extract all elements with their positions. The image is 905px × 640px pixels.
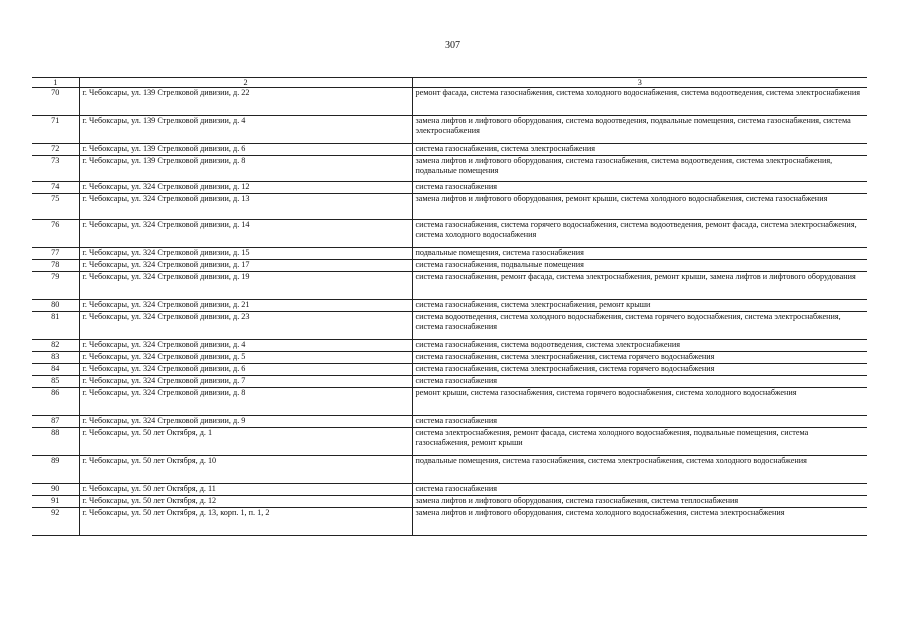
table-row xyxy=(32,116,867,144)
row-number: 73 xyxy=(32,156,79,182)
row-works: подвальные помещения, система газоснабжения, система электроснабжения, система холодного водоснабжения xyxy=(412,456,867,484)
row-address: г. Чебоксары, ул. 324 Стрелковой дивизии, д. 6 xyxy=(79,364,412,376)
row-works: система электроснабжения, ремонт фасада, система холодного водоснабжения, подвальные помещения, система газоснабжения, ремонт крыши xyxy=(412,428,867,456)
row-works: система газоснабжения xyxy=(412,416,867,428)
row-number: 80 xyxy=(32,300,79,312)
row-works: система газоснабжения xyxy=(412,182,867,194)
row-address: г. Чебоксары, ул. 324 Стрелковой дивизии, д. 17 xyxy=(79,260,412,272)
row-address: г. Чебоксары, ул. 324 Стрелковой дивизии, д. 8 xyxy=(79,388,412,416)
column-header-3: 3 xyxy=(412,78,867,88)
row-address: г. Чебоксары, ул. 324 Стрелковой дивизии, д. 5 xyxy=(79,352,412,364)
row-address: г. Чебоксары, ул. 139 Стрелковой дивизии, д. 6 xyxy=(79,144,412,156)
row-works: система газоснабжения, система горячего водоснабжения, система водоотведения, ремонт фасада, система электроснабжения, система холодного водоснабжения xyxy=(412,220,867,248)
page-number: 307 xyxy=(445,40,460,51)
row-number: 72 xyxy=(32,144,79,156)
table-row xyxy=(32,496,867,508)
table-row xyxy=(32,260,867,272)
row-number: 88 xyxy=(32,428,79,456)
row-works: система газоснабжения, система электроснабжения, система горячего водоснабжения xyxy=(412,352,867,364)
row-address: г. Чебоксары, ул. 324 Стрелковой дивизии, д. 12 xyxy=(79,182,412,194)
row-works: ремонт крыши, система газоснабжения, система горячего водоснабжения, система холодного водоснабжения xyxy=(412,388,867,416)
row-number: 92 xyxy=(32,508,79,536)
row-number: 70 xyxy=(32,88,79,116)
row-address: г. Чебоксары, ул. 139 Стрелковой дивизии, д. 4 xyxy=(79,116,412,144)
table-row xyxy=(32,456,867,484)
row-address: г. Чебоксары, ул. 139 Стрелковой дивизии, д. 22 xyxy=(79,88,412,116)
table-row xyxy=(32,144,867,156)
table-row xyxy=(32,182,867,194)
row-works: замена лифтов и лифтового оборудования, система газоснабжения, система теплоснабжения xyxy=(412,496,867,508)
table-row xyxy=(32,484,867,496)
row-works: система водоотведения, система холодного водоснабжения, система горячего водоснабжения, система электроснабжения, система газоснабжения xyxy=(412,312,867,340)
row-number: 83 xyxy=(32,352,79,364)
row-number: 74 xyxy=(32,182,79,194)
row-address: г. Чебоксары, ул. 50 лет Октября, д. 1 xyxy=(79,428,412,456)
row-address: г. Чебоксары, ул. 324 Стрелковой дивизии, д. 9 xyxy=(79,416,412,428)
table-row xyxy=(32,508,867,536)
table-row xyxy=(32,340,867,352)
table-row xyxy=(32,416,867,428)
row-works: система газоснабжения xyxy=(412,376,867,388)
table-row xyxy=(32,312,867,340)
row-address: г. Чебоксары, ул. 50 лет Октября, д. 12 xyxy=(79,496,412,508)
row-number: 77 xyxy=(32,248,79,260)
row-number: 87 xyxy=(32,416,79,428)
row-address: г. Чебоксары, ул. 324 Стрелковой дивизии, д. 23 xyxy=(79,312,412,340)
row-works: ремонт фасада, система газоснабжения, система холодного водоснабжения, система водоотведения, система электроснабжения xyxy=(412,88,867,116)
row-number: 85 xyxy=(32,376,79,388)
table-row xyxy=(32,88,867,116)
row-address: г. Чебоксары, ул. 50 лет Октября, д. 11 xyxy=(79,484,412,496)
row-number: 84 xyxy=(32,364,79,376)
row-number: 75 xyxy=(32,194,79,220)
table-row xyxy=(32,156,867,182)
row-works: подвальные помещения, система газоснабжения xyxy=(412,248,867,260)
row-works: система газоснабжения, система электроснабжения, система горячего водоснабжения xyxy=(412,364,867,376)
row-number: 89 xyxy=(32,456,79,484)
row-address: г. Чебоксары, ул. 50 лет Октября, д. 13, корп. 1, п. 1, 2 xyxy=(79,508,412,536)
row-works: система газоснабжения, система водоотведения, система электроснабжения xyxy=(412,340,867,352)
row-number: 91 xyxy=(32,496,79,508)
row-works: система газоснабжения, ремонт фасада, система электроснабжения, ремонт крыши, замена лифтов и лифтового оборудования xyxy=(412,272,867,300)
row-number: 79 xyxy=(32,272,79,300)
table-row xyxy=(32,352,867,364)
row-address: г. Чебоксары, ул. 324 Стрелковой дивизии, д. 21 xyxy=(79,300,412,312)
table-row xyxy=(32,220,867,248)
table-row xyxy=(32,388,867,416)
row-works: замена лифтов и лифтового оборудования, система газоснабжения, система водоотведения, система электроснабжения, подвальные помещения xyxy=(412,156,867,182)
row-works: система газоснабжения xyxy=(412,484,867,496)
row-address: г. Чебоксары, ул. 324 Стрелковой дивизии, д. 4 xyxy=(79,340,412,352)
row-address: г. Чебоксары, ул. 139 Стрелковой дивизии, д. 8 xyxy=(79,156,412,182)
table-row xyxy=(32,300,867,312)
table-row xyxy=(32,364,867,376)
column-header-2: 2 xyxy=(79,78,412,88)
row-number: 71 xyxy=(32,116,79,144)
row-address: г. Чебоксары, ул. 324 Стрелковой дивизии, д. 19 xyxy=(79,272,412,300)
table-row xyxy=(32,248,867,260)
row-works: система газоснабжения, система электроснабжения, ремонт крыши xyxy=(412,300,867,312)
row-number: 90 xyxy=(32,484,79,496)
row-works: замена лифтов и лифтового оборудования, система холодного водоснабжения, система электроснабжения xyxy=(412,508,867,536)
row-address: г. Чебоксары, ул. 324 Стрелковой дивизии, д. 14 xyxy=(79,220,412,248)
row-number: 76 xyxy=(32,220,79,248)
row-works: система газоснабжения, подвальные помещения xyxy=(412,260,867,272)
row-number: 82 xyxy=(32,340,79,352)
row-address: г. Чебоксары, ул. 50 лет Октября, д. 10 xyxy=(79,456,412,484)
row-number: 78 xyxy=(32,260,79,272)
row-works: замена лифтов и лифтового оборудования, ремонт крыши, система холодного водоснабжения, система газоснабжения xyxy=(412,194,867,220)
table-row xyxy=(32,428,867,456)
row-works: замена лифтов и лифтового оборудования, система водоотведения, подвальные помещения, система газоснабжения, система электроснабжения xyxy=(412,116,867,144)
address-table xyxy=(32,77,867,536)
column-header-1: 1 xyxy=(32,78,79,88)
table-row xyxy=(32,272,867,300)
table-row xyxy=(32,376,867,388)
table-row xyxy=(32,194,867,220)
row-address: г. Чебоксары, ул. 324 Стрелковой дивизии, д. 7 xyxy=(79,376,412,388)
row-number: 81 xyxy=(32,312,79,340)
row-works: система газоснабжения, система электроснабжения xyxy=(412,144,867,156)
table-header-row xyxy=(32,78,867,88)
row-address: г. Чебоксары, ул. 324 Стрелковой дивизии, д. 13 xyxy=(79,194,412,220)
row-address: г. Чебоксары, ул. 324 Стрелковой дивизии, д. 15 xyxy=(79,248,412,260)
row-number: 86 xyxy=(32,388,79,416)
